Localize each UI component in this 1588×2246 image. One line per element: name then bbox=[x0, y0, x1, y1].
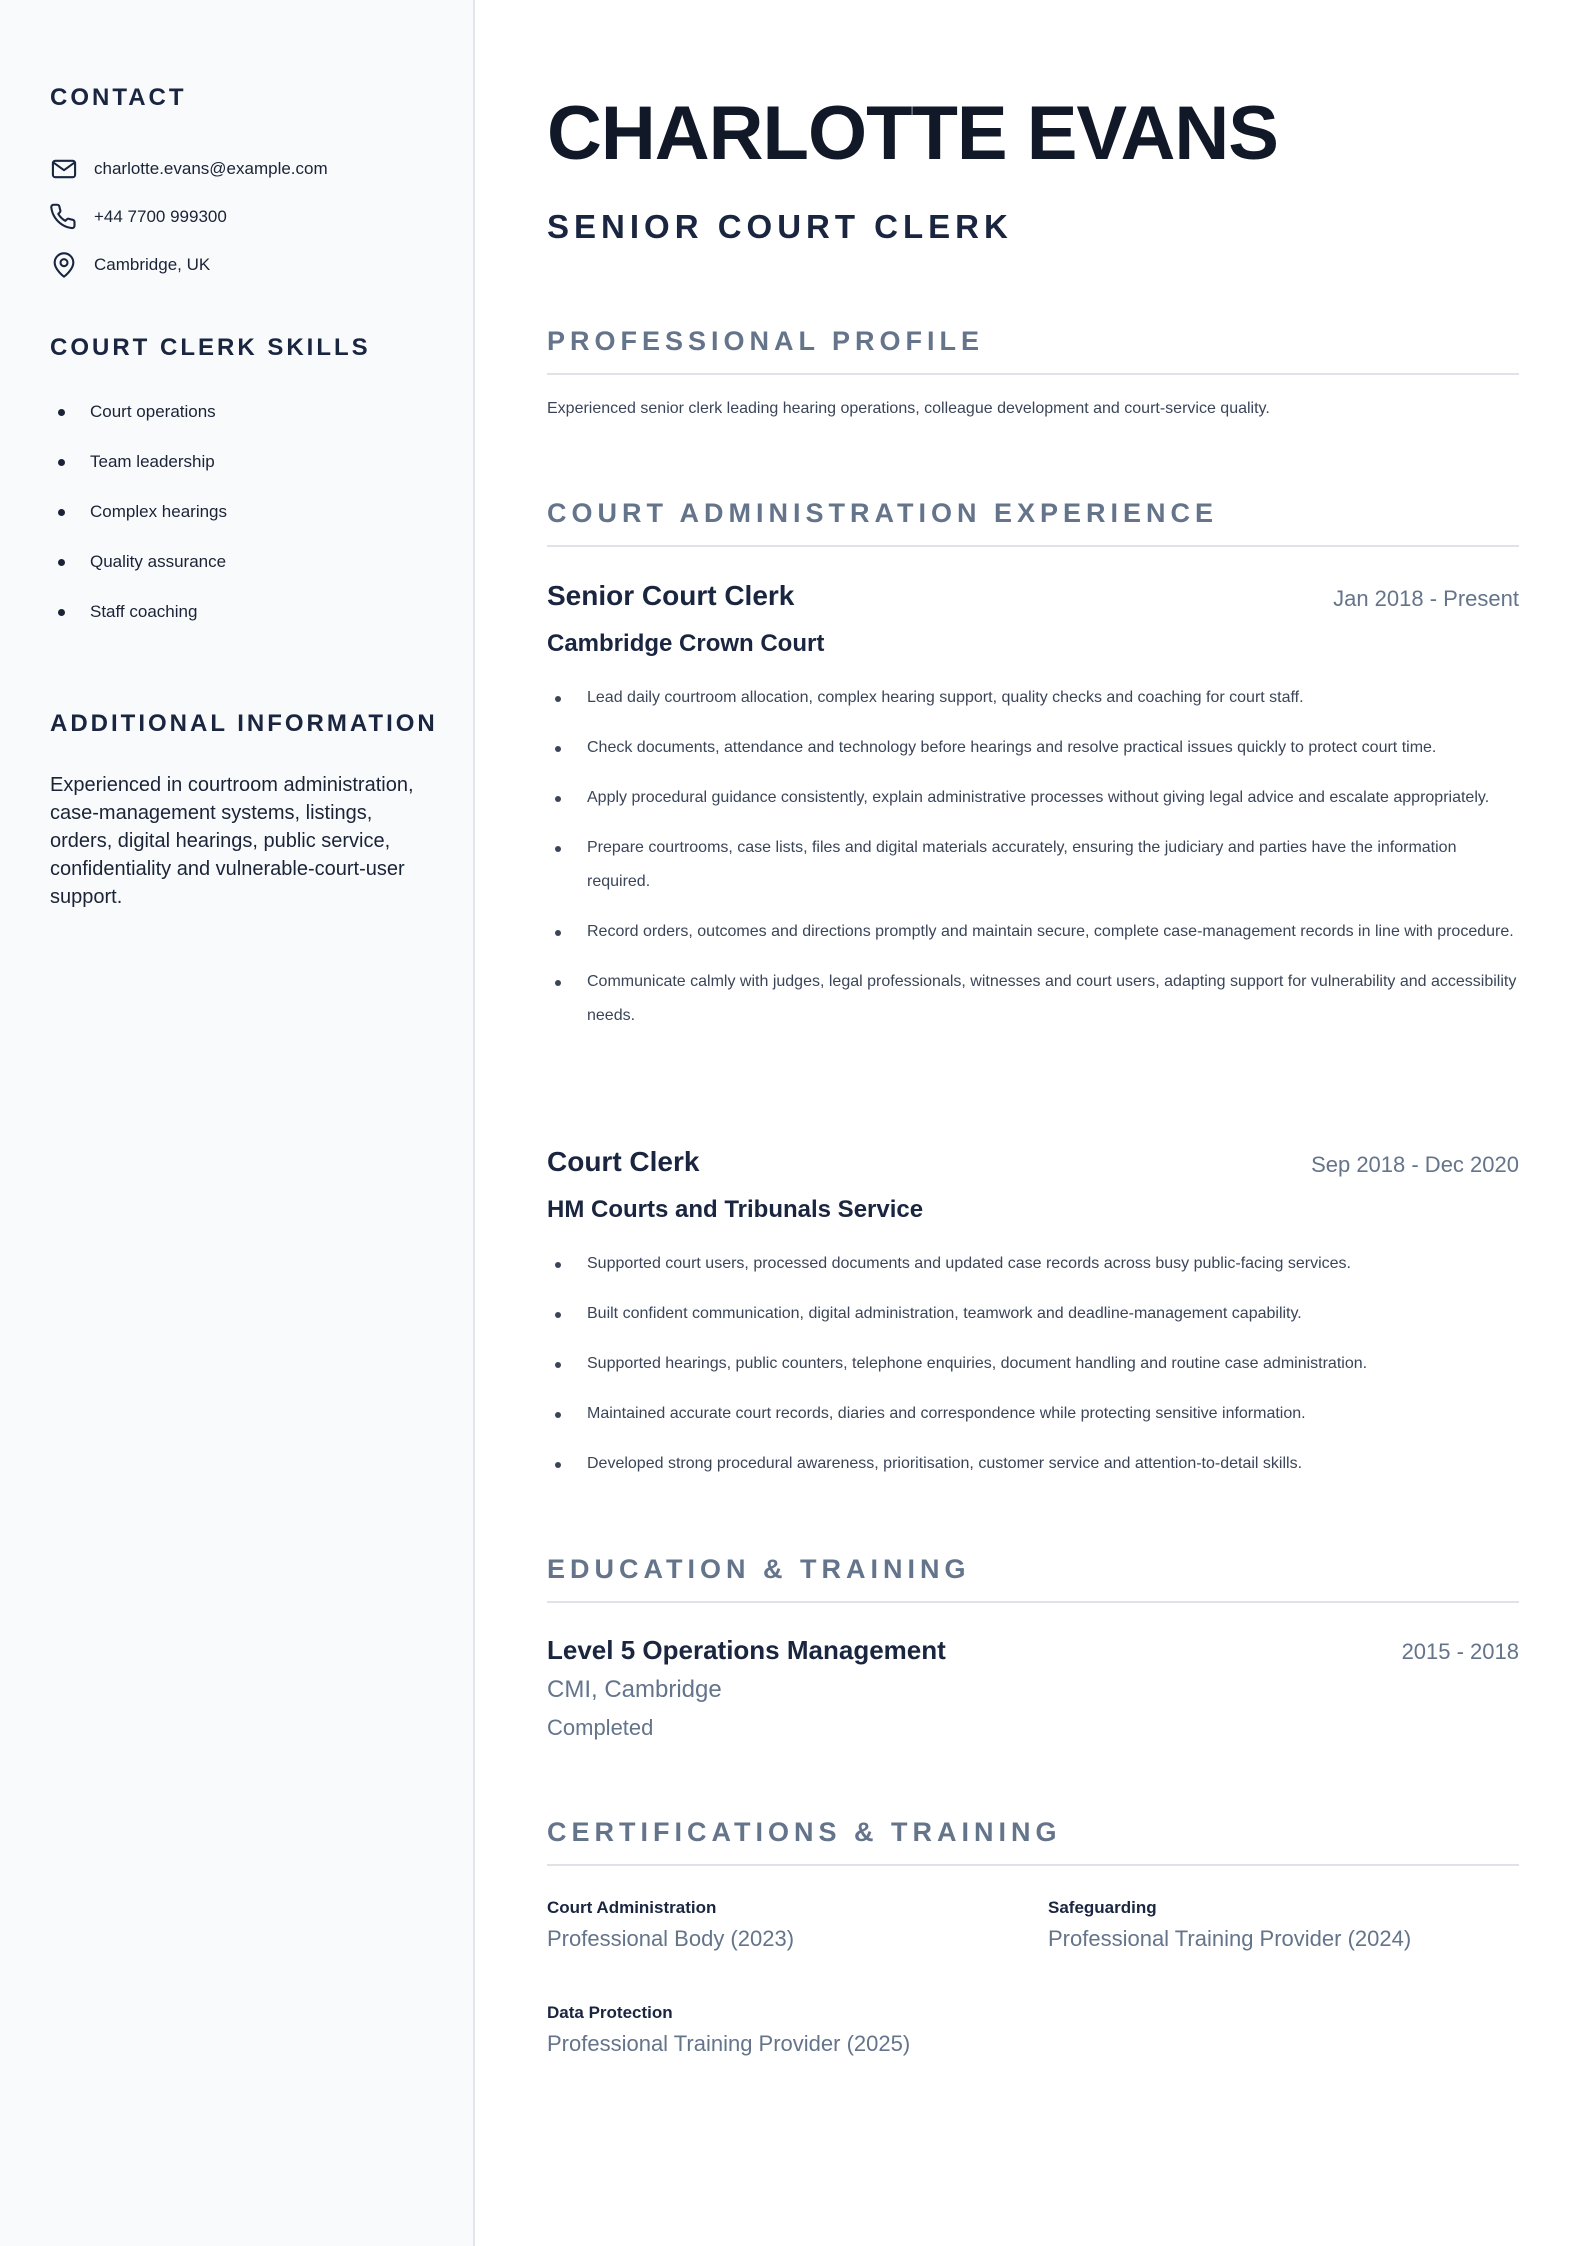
experience-heading: COURT ADMINISTRATION EXPERIENCE bbox=[547, 498, 1519, 547]
skill-item: Team leadership bbox=[50, 437, 227, 487]
skill-item: Complex hearings bbox=[50, 487, 227, 537]
job-title: Court Clerk bbox=[547, 1146, 700, 1177]
email-text[interactable]: charlotte.evans@example.com bbox=[94, 159, 328, 178]
education-institution: CMI, Cambridge bbox=[547, 1676, 722, 1703]
education-date: 2015 - 2018 bbox=[1401, 1639, 1519, 1664]
job-bullet: Lead daily courtroom allocation, complex hearing support, quality checks and coaching for court staff. bbox=[547, 681, 1519, 715]
certification-provider: Professional Training Provider (2024) bbox=[1048, 1926, 1412, 1951]
phone-icon bbox=[50, 203, 78, 231]
job-company: HM Courts and Tribunals Service bbox=[547, 1196, 924, 1223]
job-bullet: Record orders, outcomes and directions promptly and maintain secure, complete case-management records in line with procedure. bbox=[547, 915, 1519, 949]
education-heading: EDUCATION & TRAINING bbox=[547, 1554, 1519, 1603]
contact-email bbox=[50, 145, 328, 193]
job-bullet: Supported court users, processed documents and updated case records across busy public-facing services. bbox=[547, 1247, 1519, 1281]
certification-name: Safeguarding bbox=[1048, 1898, 1157, 1917]
candidate-role: SENIOR COURT CLERK bbox=[547, 208, 1013, 245]
contact-list bbox=[50, 145, 328, 289]
contact-heading: CONTACT bbox=[50, 84, 187, 111]
profile-heading: PROFESSIONAL PROFILE bbox=[547, 326, 1519, 375]
job-bullet: Communicate calmly with judges, legal professionals, witnesses and court users, adapting support for vulnerability and accessibility needs. bbox=[547, 965, 1519, 1033]
job-bullet: Supported hearings, public counters, telephone enquiries, document handling and routine case administration. bbox=[547, 1347, 1519, 1381]
job-bullet: Built confident communication, digital administration, teamwork and deadline-management capability. bbox=[547, 1297, 1519, 1331]
job-bullet: Maintained accurate court records, diaries and correspondence while protecting sensitive information. bbox=[547, 1397, 1519, 1431]
sidebar bbox=[0, 0, 475, 2246]
job-date: Sep 2018 - Dec 2020 bbox=[1311, 1152, 1519, 1177]
job-bullet: Prepare courtrooms, case lists, files and digital materials accurately, ensuring the judiciary and parties have the information required. bbox=[547, 831, 1519, 899]
certifications-heading: CERTIFICATIONS & TRAINING bbox=[547, 1817, 1519, 1866]
certification-provider: Professional Training Provider (2025) bbox=[547, 2031, 911, 2056]
certification-item bbox=[547, 1898, 1027, 1952]
skills-heading: COURT CLERK SKILLS bbox=[50, 334, 371, 361]
candidate-name: CHARLOTTE EVANS bbox=[547, 91, 1278, 176]
certification-provider: Professional Body (2023) bbox=[547, 1926, 795, 1951]
job-bullet: Apply procedural guidance consistently, explain administrative processes without giving legal advice and escalate appropriately. bbox=[547, 781, 1519, 815]
contact-phone bbox=[50, 193, 328, 241]
mail-icon bbox=[50, 155, 78, 183]
skill-item: Court operations bbox=[50, 387, 227, 437]
skill-item: Staff coaching bbox=[50, 587, 227, 637]
additional-info-text: Experienced in courtroom administration, case-management systems, listings, orders, digital hearings, public service, confidentiality and vulnerable-court-user support. bbox=[50, 774, 414, 908]
job-title: Senior Court Clerk bbox=[547, 580, 795, 611]
contact-location bbox=[50, 241, 328, 289]
job-bullets bbox=[547, 1247, 1519, 1497]
certification-item bbox=[547, 2003, 1027, 2057]
job-bullets bbox=[547, 681, 1519, 1049]
education-status: Completed bbox=[547, 1715, 654, 1740]
certification-name: Court Administration bbox=[547, 1898, 717, 1917]
additional-info-heading: ADDITIONAL INFORMATION bbox=[50, 710, 438, 737]
education-title: Level 5 Operations Management bbox=[547, 1635, 946, 1665]
certification-name: Data Protection bbox=[547, 2003, 673, 2022]
job-date: Jan 2018 - Present bbox=[1333, 586, 1519, 611]
job-company: Cambridge Crown Court bbox=[547, 630, 825, 657]
location-pin-icon bbox=[50, 251, 78, 279]
job-bullet: Check documents, attendance and technology before hearings and resolve practical issues quickly to protect court time. bbox=[547, 731, 1519, 765]
skill-item: Quality assurance bbox=[50, 537, 227, 587]
phone-text[interactable]: +44 7700 999300 bbox=[94, 207, 227, 226]
certification-item bbox=[1048, 1898, 1528, 1952]
job-bullet: Developed strong procedural awareness, prioritisation, customer service and attention-to-detail skills. bbox=[547, 1447, 1519, 1481]
skills-list bbox=[50, 387, 227, 637]
profile-text: Experienced senior clerk leading hearing operations, colleague development and court-service quality. bbox=[547, 400, 1270, 417]
location-text: Cambridge, UK bbox=[94, 255, 211, 274]
